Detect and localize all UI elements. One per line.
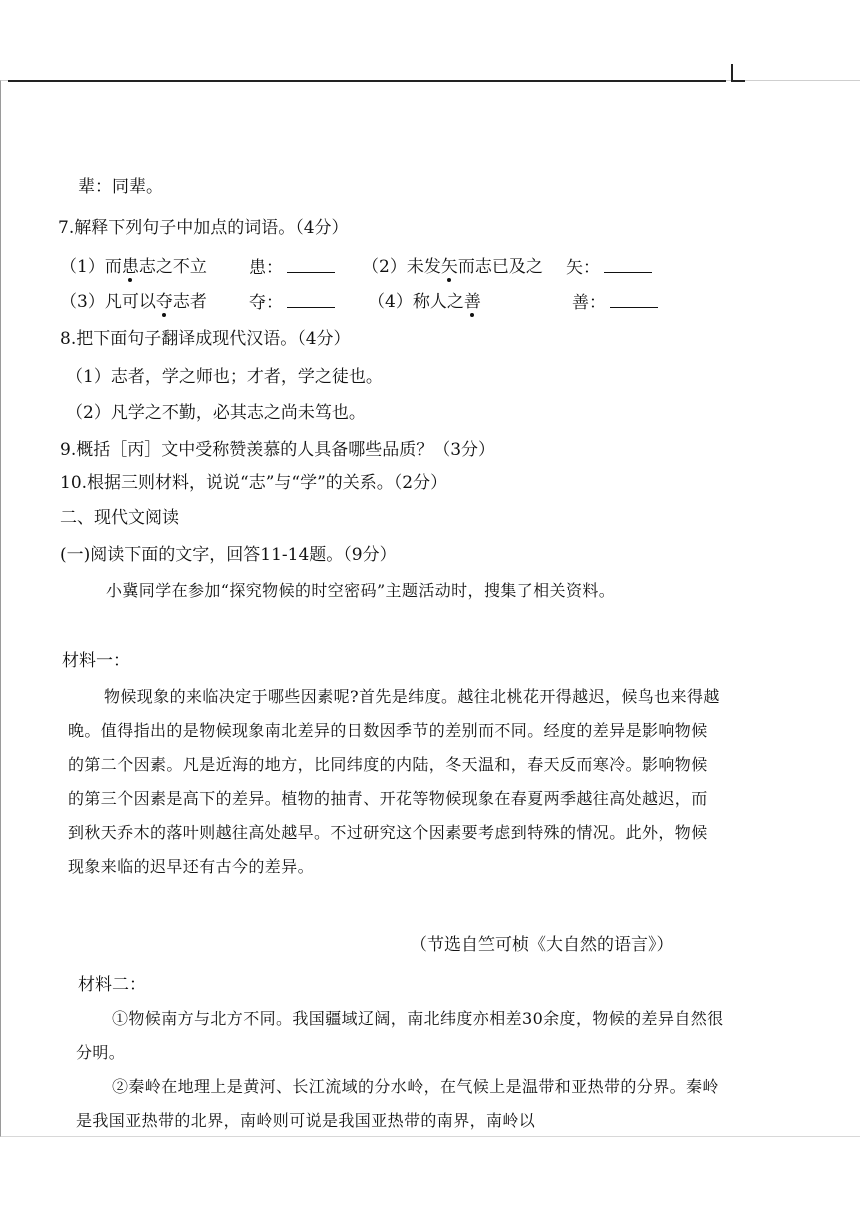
material-1-title: 材料一： [62, 651, 130, 671]
carry-line: 辈：同辈。 [78, 177, 163, 197]
material-2-paragraph-2: ②秦岭在地理上是黄河、长江流域的分水岭，在气候上是温带和亚热带的分界。秦岭是我国亚热带的北界，南岭则可说是我国亚热带的南界，南岭以 [76, 1077, 719, 1130]
subsection-heading: (一)阅读下面的文字，回答11-14题。（9分） [60, 545, 397, 565]
q7-answer-4[interactable]: 善： [572, 291, 658, 314]
q7-title: 7.解释下列句子中加点的词语。（4分） [58, 218, 349, 238]
q10-question: 10.根据三则材料，说说“志”与“学”的关系。（2分） [60, 473, 448, 493]
q8-sentence-1: （1）志者，学之师也；才者，学之徒也。 [66, 367, 383, 387]
q9-question: 9.概括［丙］文中受称赞羡慕的人具备哪些品质？（3分） [60, 440, 496, 460]
material-2-title: 材料二： [78, 975, 146, 995]
q7-item-4: （4）称人之善 [368, 292, 481, 312]
section-heading: 二、现代文阅读 [60, 508, 179, 528]
q7-answer-1[interactable]: 患： [249, 256, 335, 279]
q8-title: 8.把下面句子翻译成现代汉语。（4分） [60, 329, 351, 349]
material-1-source: （节选自竺可桢《大自然的语言》） [410, 935, 674, 955]
intro-paragraph: 小冀同学在参加“探究物候的时空密码”主题活动时，搜集了相关资料。 [106, 581, 616, 600]
q7-answer-3[interactable]: 夺： [249, 291, 335, 314]
q7-item-1: （1）而患志之不立 [60, 257, 207, 277]
corner-mark [731, 64, 745, 82]
header-rule [8, 80, 726, 82]
material-2-paragraph-1: ①物候南方与北方不同。我国疆域辽阔，南北纬度亦相差30余度，物候的差异自然很分明。 [76, 1009, 724, 1062]
q7-answer-2[interactable]: 矢： [566, 256, 652, 279]
q7-item-2: （2）未发矢而志已及之 [362, 257, 543, 277]
q7-item-3: （3）凡可以夺志者 [60, 292, 207, 312]
material-1-text: 物候现象的来临决定于哪些因素呢?首先是纬度。越往北桃花开得越迟，候鸟也来得越晚。值得指出的是物候现象南北差异的日数因季节的差别而不同。经度的差异是影响物候的第二个因素。凡是近海的地方，比同纬度的内陆，冬天温和，春天反而寒冷。影响物候的第三个因素是高下的差异。植物的抽青、开花等物候现象在春夏两季越往高处越迟，而到秋天乔木的落叶则越往高处越早。不过研究这个因素要考虑到特殊的情况。此外，物候现象来临的迟早还有古今的差异。 [68, 687, 720, 876]
q8-sentence-2: （2）凡学之不勤，必其志之尚未笃也。 [66, 403, 366, 423]
